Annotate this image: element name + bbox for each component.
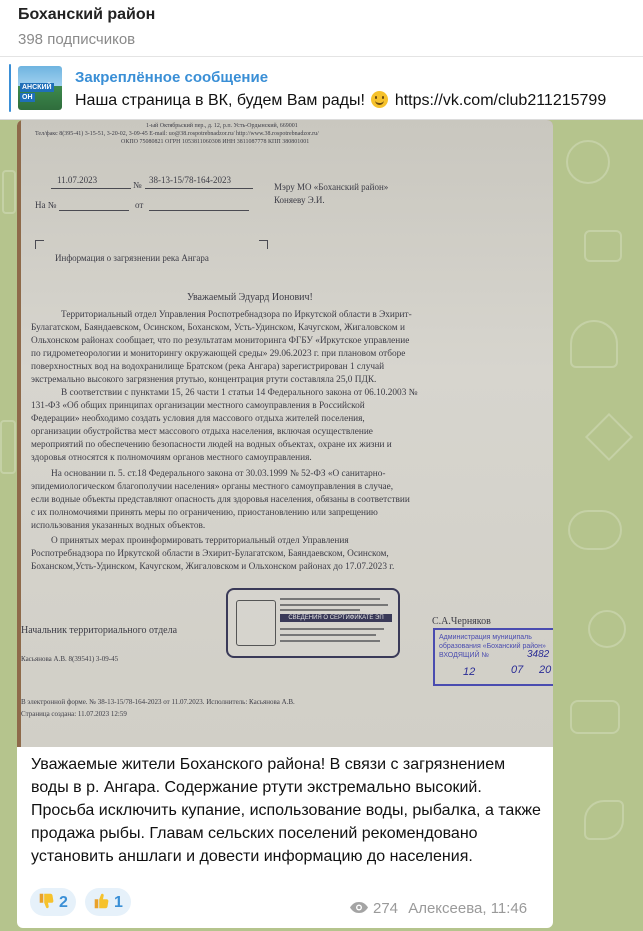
stamp-title: СВЕДЕНИЯ О СЕРТИФИКАТЕ ЭП xyxy=(280,614,392,622)
background-doodle xyxy=(585,413,633,461)
pinned-text xyxy=(75,91,606,110)
stamp-month: 07 xyxy=(511,664,524,676)
stamp-line xyxy=(280,634,376,636)
background-doodle xyxy=(570,320,618,368)
incoming-stamp xyxy=(433,628,553,686)
pinned-accent-bar xyxy=(9,64,11,112)
eye-icon xyxy=(349,901,369,914)
thumbnail-text: ОН xyxy=(22,94,33,101)
doc-body-line: здоровья относятся к полномочиям органов местного самоуправления. xyxy=(31,453,312,463)
smile-emoji-icon xyxy=(371,91,388,108)
background-doodle xyxy=(588,610,626,648)
stamp-line xyxy=(280,609,360,611)
doc-signatory-title: Начальник территориального отдела xyxy=(21,625,178,636)
stamp-text: Администрация муниципаль xyxy=(439,634,532,641)
pinned-message-bar[interactable] xyxy=(0,57,643,120)
stamp-text: ВХОДЯЩИЙ № xyxy=(439,652,489,659)
doc-body-line: О принятых мерах проинформировать территориальный отдел Управления xyxy=(51,536,349,546)
doc-body-line: использования указанных водных объектов. xyxy=(31,521,206,531)
doc-addressee: Коняеву Э.И. xyxy=(274,195,325,205)
coat-of-arms-icon xyxy=(236,600,276,646)
doc-body-line: В соответствии с пунктами 15, 26 части 1 статьи 14 Федерального закона от 06.10.2003 № xyxy=(61,388,418,398)
doc-date-no-label: № xyxy=(133,180,142,190)
author-time: Алексеева, 11:46 xyxy=(408,900,528,917)
document-page xyxy=(21,120,553,747)
doc-corner-mark xyxy=(259,240,268,249)
doc-footer: Страница создана: 11.07.2023 12:59 xyxy=(21,710,127,718)
stamp-line xyxy=(280,640,380,642)
doc-header-line: ОКПО 75080821 ОГРН 1053811060308 ИНН 3811087778 КПП 380801001 xyxy=(121,139,310,145)
stamp-year: 20 xyxy=(539,664,552,676)
background-doodle xyxy=(0,420,16,474)
doc-body-line: Территориальный отдел Управления Роспотребнадзора по Иркутской области в Эхирит- xyxy=(61,310,412,320)
pinned-thumbnail xyxy=(18,66,62,110)
doc-body-line: Роспотребнадзора по Иркутской области в Эхирит-Булагатском, Баяндаевском, Осинском, xyxy=(31,549,389,559)
thumbs-up-icon xyxy=(92,892,110,910)
background-doodle xyxy=(566,140,610,184)
doc-date: 11.07.2023 xyxy=(57,175,98,185)
doc-underline xyxy=(59,210,129,211)
thumbs-down-icon xyxy=(37,892,55,910)
doc-body-line: Булагатском, Баяндаевском, Осинском, Боханском, Усть-Удинском, Качугском, Жигаловском и xyxy=(31,323,405,333)
doc-greeting: Уважаемый Эдуард Ионович! xyxy=(187,292,313,303)
doc-body-line: эпидемиологическом благополучии населения» органы местного самоуправления в случае, xyxy=(31,482,394,492)
reaction-count: 1 xyxy=(114,894,123,911)
doc-body-line: Боханском,Усть-Удинском, Качугском, Жигаловском и Ольхонском районах до 17.07.2023 г. xyxy=(31,562,395,572)
background-doodle xyxy=(584,800,624,840)
doc-header-line: 1-ый Октябрьский пер., д. 12, р.п. Усть-Ордынский, 669001 xyxy=(146,123,298,129)
doc-underline xyxy=(149,210,249,211)
stamp-number: 3482 xyxy=(527,649,550,660)
channel-title[interactable]: Боханский район xyxy=(18,6,156,23)
doc-addressee: Мэру МО «Боханский район» xyxy=(274,182,389,192)
doc-underline xyxy=(51,188,131,189)
thumbnail-text: АНСКИЙ xyxy=(22,84,52,91)
e-signature-stamp xyxy=(226,588,400,658)
doc-from-label: от xyxy=(135,200,144,210)
background-doodle xyxy=(584,230,622,262)
reaction-thumbs-up[interactable] xyxy=(85,888,131,916)
stamp-line xyxy=(280,628,384,630)
doc-signatory-name: С.А.Черняков xyxy=(432,616,491,627)
background-doodle xyxy=(568,510,622,550)
doc-footer: В электронной форме. № 38-13-15/78-164-2023 от 11.07.2023. Исполнитель: Касьянова А.В. xyxy=(21,698,295,706)
doc-body-line: организации обустройства мест массового отдыха населения, включая осуществление xyxy=(31,427,373,437)
pinned-text-body: Наша страница в ВК, будем Вам рады! xyxy=(75,92,365,109)
doc-number: 38-13-15/78-164-2023 xyxy=(149,175,231,185)
doc-executor: Касьянова А.В. 8(39541) 3-09-45 xyxy=(21,655,119,663)
doc-underline xyxy=(145,188,253,189)
subscriber-count: 398 подписчиков xyxy=(18,31,136,48)
doc-body-line: 131-ФЗ «Об общих принципах организации местного самоуправления в Российской xyxy=(31,401,365,411)
stamp-text: образования «Боханский район» xyxy=(439,643,546,650)
doc-header-line: Тел/факс 8(395-41) 3-15-51, 3-20-02, 3-09-45 E-mail: uo@38.rospotrebnadzor.ru/ http://www.38.rospotrebnadzor.ru/ xyxy=(35,131,319,137)
reaction-count: 2 xyxy=(59,894,68,911)
pinned-title: Закреплённое сообщение xyxy=(75,69,269,86)
message-bubble[interactable] xyxy=(17,120,553,928)
doc-body-line: с их полномочиями принять меры по ограничению, приостановлению или запрещению xyxy=(31,508,378,518)
doc-body-line: Федерации» необходимо создать условия для массового отдыха жителей поселения, xyxy=(31,414,365,424)
doc-body-line: экстремально высокого загрязнения ртутью, концентрация ртути составляла 25,0 ПДК. xyxy=(31,375,377,385)
background-doodle xyxy=(570,700,620,734)
doc-subject: Информация о загрязнении река Ангара xyxy=(55,253,209,263)
doc-na-label: На № xyxy=(35,200,57,210)
pinned-link[interactable]: https://vk.com/club211215799 xyxy=(394,92,607,109)
doc-body-line: по гидрометеорологии и мониторингу окружающей среды» 29.06.2023 г. при плановом отборе xyxy=(31,349,406,359)
stamp-day: 12 xyxy=(463,666,476,678)
doc-body-line: Ольхонском районах сообщает, что по результатам мониторинга ФГБУ «Иркутское управление xyxy=(31,336,410,346)
message-photo[interactable] xyxy=(17,120,553,747)
message-text: Уважаемые жители Боханского района! В связи с загрязнением воды в р. Ангара. Содержание ртути экстремально высокий. Просьба исключить купание, использование воды, рыбалка, а также продажа рыбы. Главам сельских поселений рекомендовано установить аншлаги и довести информацию до населения. xyxy=(31,756,541,865)
background-doodle xyxy=(2,170,16,214)
reaction-thumbs-down[interactable] xyxy=(30,888,76,916)
doc-body-line: На основании п. 5. ст.18 Федерального закона от 30.03.1999 № 52-ФЗ «О санитарно- xyxy=(51,469,386,479)
channel-header[interactable] xyxy=(0,0,643,57)
view-count: 274 xyxy=(373,900,399,917)
doc-body-line: если водные объекты представляют опасность для здоровья населения, обязаны в соответствии xyxy=(31,495,410,505)
doc-corner-mark xyxy=(35,240,44,249)
stamp-line xyxy=(280,598,380,600)
doc-body-line: мероприятий по обеспечению безопасности людей на водных объектах, охране их жизни и xyxy=(31,440,392,450)
stamp-line xyxy=(280,604,388,606)
doc-body-line: поверхностных вод на водохранилище Братском (река Ангара) зарегистрирован 1 случай xyxy=(31,362,385,372)
message-meta xyxy=(349,900,527,917)
